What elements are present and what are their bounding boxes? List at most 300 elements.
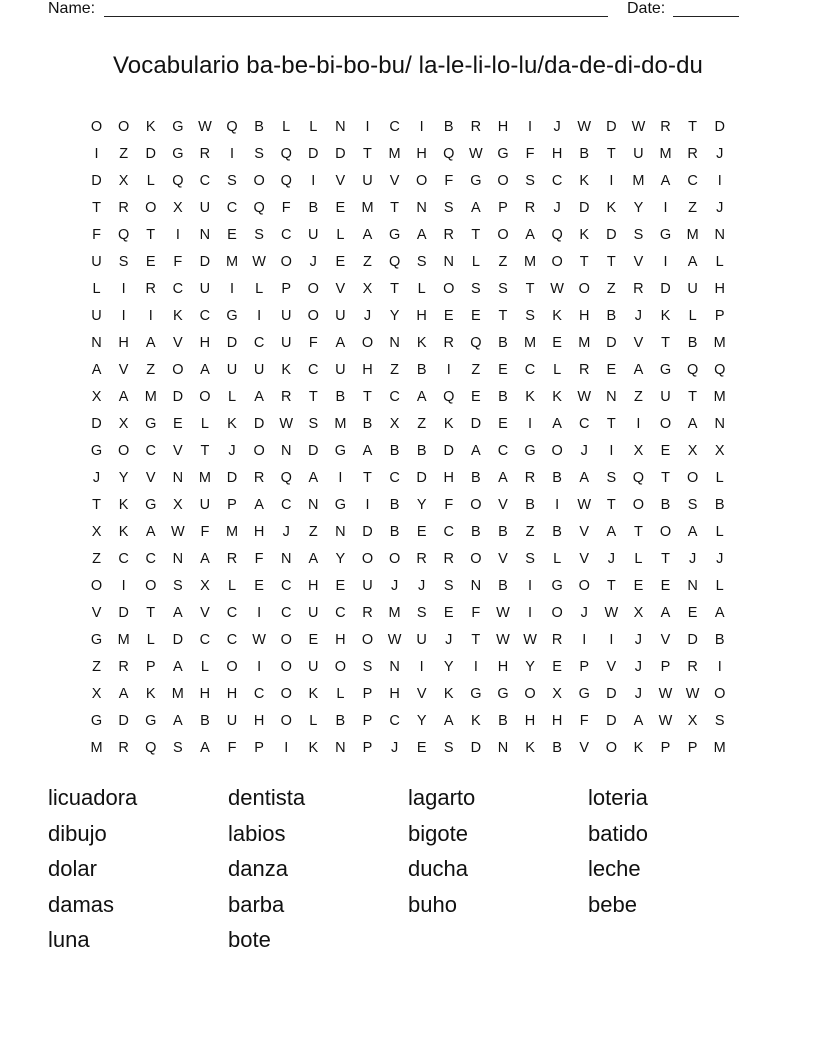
grid-letter[interactable]: B xyxy=(308,200,319,216)
grid-letter[interactable]: V xyxy=(389,173,400,189)
grid-letter[interactable]: L xyxy=(715,578,724,594)
grid-letter[interactable]: T xyxy=(471,227,481,243)
grid-letter[interactable]: B xyxy=(606,308,617,324)
grid-letter[interactable]: R xyxy=(226,551,238,567)
grid-letter[interactable]: A xyxy=(579,470,590,486)
grid-letter[interactable]: J xyxy=(390,578,399,594)
grid-letter[interactable]: C xyxy=(389,389,400,405)
grid-letter[interactable]: O xyxy=(307,281,319,297)
grid-letter[interactable]: T xyxy=(471,632,481,648)
grid-letter[interactable]: S xyxy=(633,227,644,243)
grid-letter[interactable]: A xyxy=(200,362,210,378)
grid-letter[interactable]: A xyxy=(254,497,264,513)
grid-letter[interactable]: L xyxy=(715,470,724,486)
grid-letter[interactable]: B xyxy=(498,713,508,729)
grid-letter[interactable]: Q xyxy=(226,119,238,135)
grid-letter[interactable]: J xyxy=(553,119,561,135)
grid-letter[interactable]: J xyxy=(716,200,724,216)
grid-letter[interactable]: B xyxy=(471,524,481,540)
grid-letter[interactable]: Z xyxy=(417,416,427,432)
grid-letter[interactable]: X xyxy=(91,389,102,405)
grid-letter[interactable]: O xyxy=(145,200,157,216)
grid-letter[interactable]: C xyxy=(226,200,238,216)
grid-letter[interactable]: O xyxy=(253,443,265,459)
grid-letter[interactable]: M xyxy=(713,335,726,351)
grid-letter[interactable]: L xyxy=(200,416,209,432)
grid-letter[interactable]: J xyxy=(634,308,643,324)
grid-letter[interactable]: Q xyxy=(632,470,645,486)
grid-letter[interactable]: O xyxy=(90,578,103,594)
grid-letter[interactable]: I xyxy=(148,308,153,324)
grid-letter[interactable]: U xyxy=(335,362,346,378)
grid-letter[interactable]: H xyxy=(714,281,725,297)
grid-letter[interactable]: W xyxy=(577,119,592,135)
grid-letter[interactable]: X xyxy=(389,416,400,432)
grid-letter[interactable]: X xyxy=(118,173,129,189)
grid-letter[interactable]: K xyxy=(606,200,617,216)
grid-letter[interactable]: A xyxy=(633,713,644,729)
grid-letter[interactable]: F xyxy=(444,497,454,513)
grid-letter[interactable]: K xyxy=(118,497,129,513)
grid-letter[interactable]: H xyxy=(443,470,454,486)
grid-letter[interactable]: A xyxy=(118,686,129,702)
grid-letter[interactable]: V xyxy=(633,335,644,351)
grid-letter[interactable]: N xyxy=(470,578,482,594)
grid-letter[interactable]: O xyxy=(416,173,428,189)
grid-letter[interactable]: I xyxy=(175,227,180,243)
grid-letter[interactable]: M xyxy=(361,200,374,216)
grid-letter[interactable]: H xyxy=(551,146,563,162)
grid-letter[interactable]: N xyxy=(172,551,184,567)
grid-letter[interactable]: H xyxy=(578,308,590,324)
grid-letter[interactable]: F xyxy=(525,146,535,162)
grid-letter[interactable]: E xyxy=(633,578,644,594)
grid-letter[interactable]: U xyxy=(660,389,671,405)
grid-letter[interactable]: A xyxy=(525,227,535,243)
grid-letter[interactable]: Q xyxy=(280,470,292,486)
grid-letter[interactable]: P xyxy=(579,659,590,675)
grid-letter[interactable]: S xyxy=(714,713,725,729)
grid-letter[interactable]: L xyxy=(336,227,345,243)
grid-letter[interactable]: L xyxy=(227,578,237,594)
grid-letter[interactable]: E xyxy=(660,578,671,594)
grid-letter[interactable]: O xyxy=(280,686,292,702)
grid-letter[interactable]: V xyxy=(335,281,346,297)
grid-letter[interactable]: O xyxy=(388,551,401,567)
grid-letter[interactable]: G xyxy=(90,632,103,648)
grid-letter[interactable]: C xyxy=(172,281,184,297)
grid-letter[interactable]: L xyxy=(309,713,318,729)
grid-letter[interactable]: M xyxy=(713,740,726,756)
grid-letter[interactable]: N xyxy=(714,227,725,243)
grid-letter[interactable]: K xyxy=(172,308,183,324)
grid-letter[interactable]: L xyxy=(336,686,345,702)
grid-letter[interactable]: S xyxy=(362,659,373,675)
grid-letter[interactable]: V xyxy=(335,173,346,189)
grid-letter[interactable]: R xyxy=(118,200,129,216)
grid-letter[interactable]: P xyxy=(660,740,671,756)
grid-letter[interactable]: D xyxy=(606,335,617,351)
grid-letter[interactable]: R xyxy=(362,605,373,621)
grid-letter[interactable]: J xyxy=(418,578,426,594)
grid-letter[interactable]: Q xyxy=(714,362,726,378)
grid-letter[interactable]: O xyxy=(280,659,292,675)
grid-letter[interactable]: Q xyxy=(443,146,455,162)
grid-letter[interactable]: X xyxy=(687,713,698,729)
grid-letter[interactable]: D xyxy=(253,416,265,432)
grid-letter[interactable]: B xyxy=(389,497,400,513)
grid-letter[interactable]: A xyxy=(471,200,481,216)
grid-letter[interactable]: T xyxy=(363,470,372,486)
grid-letter[interactable]: B xyxy=(471,470,481,486)
grid-letter[interactable]: W xyxy=(604,605,619,621)
grid-letter[interactable]: Z xyxy=(363,254,372,270)
grid-letter[interactable]: G xyxy=(551,578,563,594)
grid-letter[interactable]: P xyxy=(660,659,671,675)
grid-letter[interactable]: B xyxy=(579,146,590,162)
grid-letter[interactable]: J xyxy=(716,146,724,162)
grid-letter[interactable]: H xyxy=(524,713,536,729)
grid-letter[interactable]: Q xyxy=(280,146,292,162)
grid-letter[interactable]: S xyxy=(118,254,129,270)
grid-letter[interactable]: A xyxy=(687,416,698,432)
grid-letter[interactable]: D xyxy=(416,470,427,486)
grid-letter[interactable]: F xyxy=(308,335,318,351)
grid-letter[interactable]: M xyxy=(117,632,130,648)
grid-letter[interactable]: N xyxy=(416,200,427,216)
grid-letter[interactable]: L xyxy=(553,362,562,378)
grid-letter[interactable]: T xyxy=(390,281,399,297)
grid-letter[interactable]: C xyxy=(253,335,265,351)
grid-letter[interactable]: O xyxy=(361,632,374,648)
grid-letter[interactable]: P xyxy=(281,281,292,297)
grid-letter[interactable]: D xyxy=(660,281,671,297)
grid-letter[interactable]: C xyxy=(280,578,292,594)
grid-letter[interactable]: K xyxy=(145,686,156,702)
grid-letter[interactable]: G xyxy=(659,362,672,378)
grid-letter[interactable]: D xyxy=(308,146,319,162)
grid-letter[interactable]: P xyxy=(145,659,156,675)
grid-letter[interactable]: B xyxy=(443,119,454,135)
grid-letter[interactable]: B xyxy=(498,524,508,540)
grid-letter[interactable]: H xyxy=(308,578,319,594)
grid-letter[interactable]: A xyxy=(660,605,671,621)
grid-letter[interactable]: C xyxy=(199,632,211,648)
grid-letter[interactable]: V xyxy=(660,632,671,648)
grid-letter[interactable]: J xyxy=(445,632,453,648)
grid-letter[interactable]: S xyxy=(443,740,454,756)
grid-letter[interactable]: B xyxy=(362,416,373,432)
grid-letter[interactable]: Y xyxy=(443,659,454,675)
grid-letter[interactable]: I xyxy=(121,578,126,594)
grid-letter[interactable]: Z xyxy=(606,281,616,297)
grid-letter[interactable]: O xyxy=(551,443,563,459)
grid-letter[interactable]: G xyxy=(470,173,482,189)
grid-letter[interactable]: H xyxy=(416,308,427,324)
grid-letter[interactable]: O xyxy=(497,227,509,243)
grid-letter[interactable]: M xyxy=(198,470,211,486)
grid-letter[interactable]: T xyxy=(390,200,399,216)
grid-letter[interactable]: D xyxy=(606,686,617,702)
grid-letter[interactable]: U xyxy=(199,497,211,513)
grid-letter[interactable]: E xyxy=(606,362,617,378)
grid-letter[interactable]: B xyxy=(552,470,562,486)
grid-letter[interactable]: I xyxy=(609,632,614,648)
grid-letter[interactable]: B xyxy=(335,389,346,405)
grid-letter[interactable]: E xyxy=(335,200,346,216)
grid-letter[interactable]: T xyxy=(498,308,508,324)
grid-letter[interactable]: T xyxy=(661,551,670,567)
grid-letter[interactable]: D xyxy=(226,335,238,351)
grid-letter[interactable]: I xyxy=(582,632,587,648)
grid-letter[interactable]: K xyxy=(525,389,535,405)
grid-letter[interactable]: Z xyxy=(390,362,399,378)
grid-letter[interactable]: M xyxy=(524,254,537,270)
grid-letter[interactable]: I xyxy=(528,119,533,135)
grid-letter[interactable]: G xyxy=(659,227,672,243)
grid-letter[interactable]: T xyxy=(661,470,670,486)
grid-letter[interactable]: V xyxy=(498,497,508,513)
grid-letter[interactable]: V xyxy=(579,740,590,756)
grid-letter[interactable]: E xyxy=(498,416,508,432)
grid-letter[interactable]: X xyxy=(552,686,562,702)
grid-letter[interactable]: O xyxy=(578,281,590,297)
grid-letter[interactable]: H xyxy=(199,686,211,702)
grid-letter[interactable]: P xyxy=(498,200,508,216)
grid-letter[interactable]: I xyxy=(230,146,235,162)
grid-letter[interactable]: A xyxy=(471,443,481,459)
grid-letter[interactable]: T xyxy=(606,416,616,432)
grid-letter[interactable]: V xyxy=(145,470,156,486)
grid-letter[interactable]: Y xyxy=(633,200,644,216)
grid-letter[interactable]: S xyxy=(498,281,508,297)
grid-letter[interactable]: I xyxy=(663,200,668,216)
grid-letter[interactable]: Z xyxy=(633,389,643,405)
grid-letter[interactable]: E xyxy=(335,254,346,270)
grid-letter[interactable]: P xyxy=(714,308,725,324)
grid-letter[interactable]: O xyxy=(280,254,292,270)
grid-letter[interactable]: O xyxy=(470,551,482,567)
grid-letter[interactable]: A xyxy=(335,335,346,351)
grid-letter[interactable]: I xyxy=(419,659,424,675)
grid-letter[interactable]: I xyxy=(636,416,641,432)
grid-letter[interactable]: B xyxy=(389,443,400,459)
grid-letter[interactable]: L xyxy=(92,281,101,297)
grid-letter[interactable]: C xyxy=(280,497,292,513)
grid-letter[interactable]: E xyxy=(172,416,183,432)
grid-letter[interactable]: V xyxy=(606,659,617,675)
grid-letter[interactable]: L xyxy=(715,524,724,540)
grid-letter[interactable]: O xyxy=(280,632,292,648)
grid-letter[interactable]: I xyxy=(257,308,262,324)
grid-letter[interactable]: J xyxy=(309,254,317,270)
grid-letter[interactable]: T xyxy=(146,605,156,621)
grid-letter[interactable]: E xyxy=(687,605,698,621)
grid-letter[interactable]: A xyxy=(687,524,698,540)
grid-letter[interactable]: A xyxy=(498,470,508,486)
grid-letter[interactable]: Q xyxy=(172,173,184,189)
grid-letter[interactable]: A xyxy=(254,389,264,405)
grid-letter[interactable]: T xyxy=(525,281,535,297)
grid-letter[interactable]: D xyxy=(172,389,184,405)
grid-letter[interactable]: P xyxy=(687,740,698,756)
grid-letter[interactable]: C xyxy=(145,551,156,567)
grid-letter[interactable]: P xyxy=(227,497,237,513)
grid-letter[interactable]: G xyxy=(145,497,157,513)
grid-letter[interactable]: B xyxy=(660,497,671,513)
grid-letter[interactable]: J xyxy=(282,524,290,540)
grid-letter[interactable]: U xyxy=(633,146,644,162)
grid-letter[interactable]: M xyxy=(659,146,672,162)
grid-letter[interactable]: H xyxy=(497,119,509,135)
grid-letter[interactable]: M xyxy=(225,254,239,270)
grid-letter[interactable]: A xyxy=(145,524,156,540)
grid-letter[interactable]: N xyxy=(687,578,698,594)
grid-letter[interactable]: N xyxy=(280,443,292,459)
grid-letter[interactable]: C xyxy=(199,173,211,189)
grid-letter[interactable]: J xyxy=(228,443,236,459)
grid-letter[interactable]: W xyxy=(496,605,510,621)
grid-letter[interactable]: G xyxy=(578,686,590,702)
grid-letter[interactable]: I xyxy=(121,308,126,324)
grid-letter[interactable]: R xyxy=(524,200,536,216)
grid-letter[interactable]: I xyxy=(365,497,370,513)
grid-letter[interactable]: K xyxy=(443,416,454,432)
grid-letter[interactable]: X xyxy=(172,497,183,513)
grid-letter[interactable]: D xyxy=(687,632,698,648)
grid-letter[interactable]: B xyxy=(416,443,427,459)
grid-letter[interactable]: K xyxy=(416,335,427,351)
grid-letter[interactable]: K xyxy=(633,740,644,756)
grid-letter[interactable]: O xyxy=(172,362,184,378)
grid-letter[interactable]: H xyxy=(335,632,346,648)
grid-letter[interactable]: V xyxy=(172,335,183,351)
grid-letter[interactable]: T xyxy=(92,497,101,513)
grid-letter[interactable]: L xyxy=(227,389,237,405)
grid-letter[interactable]: L xyxy=(715,254,724,270)
grid-letter[interactable]: N xyxy=(389,335,400,351)
grid-letter[interactable]: M xyxy=(713,389,726,405)
grid-letter[interactable]: L xyxy=(553,551,562,567)
grid-letter[interactable]: V xyxy=(498,551,508,567)
grid-letter[interactable]: M xyxy=(225,524,239,540)
grid-letter[interactable]: B xyxy=(552,524,562,540)
grid-letter[interactable]: N xyxy=(335,119,346,135)
grid-letter[interactable]: W xyxy=(658,686,673,702)
grid-letter[interactable]: T xyxy=(92,200,101,216)
grid-letter[interactable]: E xyxy=(145,254,156,270)
grid-letter[interactable]: U xyxy=(308,227,319,243)
grid-letter[interactable]: A xyxy=(443,713,454,729)
grid-letter[interactable]: W xyxy=(523,632,537,648)
grid-letter[interactable]: M xyxy=(578,335,591,351)
grid-letter[interactable]: G xyxy=(470,686,482,702)
grid-letter[interactable]: M xyxy=(334,416,347,432)
grid-letter[interactable]: X xyxy=(633,605,644,621)
grid-letter[interactable]: Y xyxy=(525,659,535,675)
grid-letter[interactable]: L xyxy=(471,254,480,270)
grid-letter[interactable]: F xyxy=(281,200,291,216)
grid-letter[interactable]: B xyxy=(498,578,508,594)
grid-letter[interactable]: S xyxy=(443,200,454,216)
grid-letter[interactable]: R xyxy=(118,659,129,675)
grid-letter[interactable]: O xyxy=(632,497,645,513)
grid-letter[interactable]: K xyxy=(308,686,319,702)
grid-letter[interactable]: E xyxy=(443,308,454,324)
grid-letter[interactable]: O xyxy=(443,281,455,297)
grid-letter[interactable]: U xyxy=(253,362,265,378)
grid-letter[interactable]: E xyxy=(498,362,508,378)
grid-letter[interactable]: S xyxy=(172,578,183,594)
grid-letter[interactable]: V xyxy=(633,254,644,270)
grid-letter[interactable]: M xyxy=(524,335,537,351)
grid-letter[interactable]: V xyxy=(579,524,590,540)
grid-letter[interactable]: S xyxy=(416,254,427,270)
grid-letter[interactable]: X xyxy=(172,200,183,216)
grid-letter[interactable]: J xyxy=(716,551,724,567)
grid-letter[interactable]: J xyxy=(363,308,372,324)
grid-letter[interactable]: H xyxy=(551,713,563,729)
grid-letter[interactable]: S xyxy=(525,173,535,189)
grid-letter[interactable]: R xyxy=(443,551,454,567)
grid-letter[interactable]: S xyxy=(525,308,535,324)
grid-letter[interactable]: O xyxy=(118,119,130,135)
grid-letter[interactable]: F xyxy=(579,713,589,729)
grid-letter[interactable]: R xyxy=(199,146,211,162)
grid-letter[interactable]: N xyxy=(335,524,346,540)
grid-letter[interactable]: T xyxy=(606,254,616,270)
grid-letter[interactable]: R xyxy=(578,362,590,378)
grid-letter[interactable]: I xyxy=(419,119,424,135)
grid-letter[interactable]: D xyxy=(443,443,454,459)
grid-letter[interactable]: I xyxy=(311,173,316,189)
grid-letter[interactable]: A xyxy=(714,605,725,621)
grid-letter[interactable]: V xyxy=(172,443,183,459)
grid-letter[interactable]: O xyxy=(659,416,672,432)
grid-letter[interactable]: I xyxy=(284,740,289,756)
grid-letter[interactable]: R xyxy=(687,146,698,162)
grid-letter[interactable]: P xyxy=(254,740,264,756)
grid-letter[interactable]: D xyxy=(172,632,184,648)
grid-letter[interactable]: I xyxy=(365,119,370,135)
grid-letter[interactable]: R xyxy=(551,632,563,648)
grid-letter[interactable]: F xyxy=(254,551,264,567)
grid-letter[interactable]: U xyxy=(362,173,373,189)
grid-letter[interactable]: K xyxy=(552,389,562,405)
grid-letter[interactable]: O xyxy=(361,551,374,567)
grid-letter[interactable]: Q xyxy=(253,200,265,216)
grid-letter[interactable]: Z xyxy=(308,524,318,540)
grid-letter[interactable]: U xyxy=(416,632,427,648)
grid-letter[interactable]: Z xyxy=(498,254,508,270)
grid-letter[interactable]: O xyxy=(686,470,699,486)
grid-letter[interactable]: A xyxy=(308,470,319,486)
grid-letter[interactable]: J xyxy=(580,605,588,621)
grid-letter[interactable]: E xyxy=(335,578,346,594)
grid-letter[interactable]: I xyxy=(717,173,722,189)
grid-letter[interactable]: B xyxy=(498,389,508,405)
grid-letter[interactable]: I xyxy=(121,281,126,297)
grid-letter[interactable]: B xyxy=(335,713,346,729)
grid-letter[interactable]: O xyxy=(90,119,103,135)
grid-letter[interactable]: C xyxy=(524,362,536,378)
grid-letter[interactable]: U xyxy=(226,362,238,378)
grid-letter[interactable]: A xyxy=(308,551,319,567)
grid-letter[interactable]: C xyxy=(389,119,400,135)
grid-letter[interactable]: E xyxy=(471,308,481,324)
grid-letter[interactable]: T xyxy=(606,497,616,513)
grid-letter[interactable]: R xyxy=(280,389,292,405)
